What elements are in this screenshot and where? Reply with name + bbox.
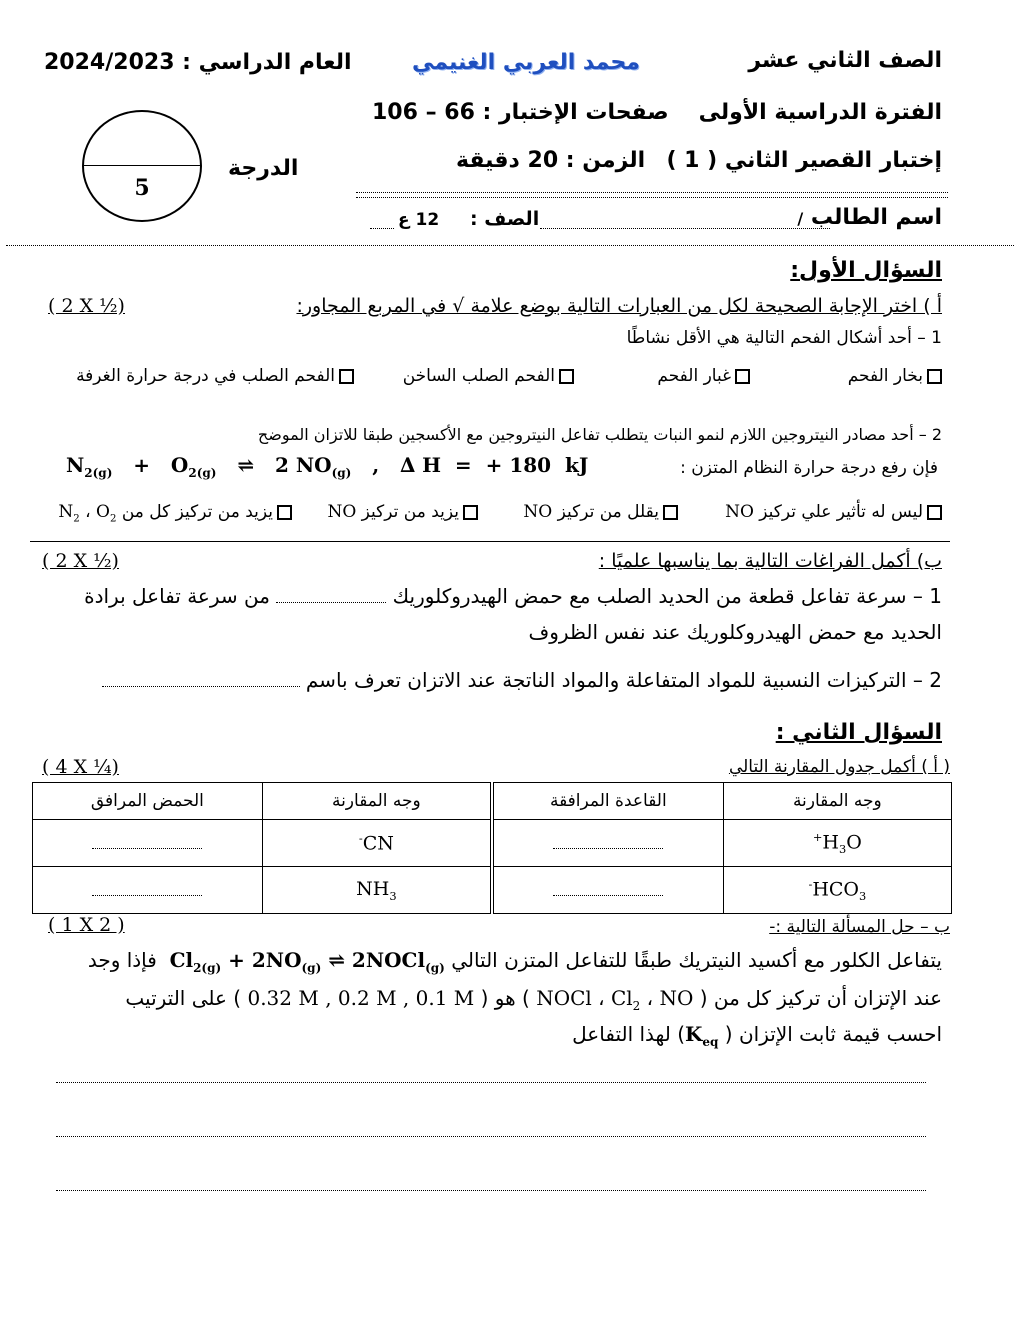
score-value: 5 xyxy=(134,175,150,201)
table-row xyxy=(33,820,952,867)
answer-cell[interactable] xyxy=(492,820,723,867)
school-year: العام الدراسي : 2024/2023 xyxy=(44,50,352,75)
q1-item2-question: فإن رفع درجة حرارة النظام المتزن : xyxy=(680,458,938,478)
table-header: وجه المقارنة xyxy=(723,783,951,820)
table-row xyxy=(33,867,952,914)
checkbox-icon[interactable] xyxy=(927,369,942,384)
checkbox-icon[interactable] xyxy=(339,369,354,384)
checkbox-icon[interactable] xyxy=(927,505,942,520)
q2-problem-line1: يتفاعل الكلور مع أكسيد النيتريك طبقًا للتفاعل المتزن التالي $Cl_{2(g)} + 2NO_{(g)}$ ⇌ 2NOCl$_{(g)}$ فإذا وجد xyxy=(87,948,942,975)
q1-item2-equation: $N_{2(g)} + O_{2(g)}$ ⇌ 2 $NO_{(g)}$ , ∆ H = + 180 kJ xyxy=(66,453,589,480)
q1-item1-text: 1 – أحد أشكال الفحم التالية هي الأقل نشاطًا xyxy=(626,328,942,348)
q1-b2-blank[interactable] xyxy=(102,686,300,687)
student-name-label: اسم الطالب / xyxy=(797,205,942,230)
q1-item1-option-3[interactable]: الفحم الصلب الساخن xyxy=(403,366,574,386)
grade-label: الصف الثاني عشر xyxy=(748,48,942,73)
table-header: وجه المقارنة xyxy=(262,783,492,820)
q1-b1-line1: 1 – سرعة تفاعل قطعة من الحديد الصلب مع حمض الهيدروكلوريك من سرعة تفاعل برادة xyxy=(84,584,942,608)
q2-title: السؤال الثاني : xyxy=(775,720,942,745)
q1-b1-blank[interactable] xyxy=(276,602,386,603)
q2-problem-species: NOCl ، $Cl_2$ ، NO xyxy=(536,986,694,1013)
score-label: الدرجة xyxy=(228,156,299,181)
q2-part-b-marks: ( 1 X 2 ) xyxy=(48,914,125,936)
q1-title: السؤال الأول: xyxy=(790,258,942,283)
answer-cell[interactable] xyxy=(492,867,723,914)
quiz-time: الزمن : 20 دقيقة xyxy=(456,148,646,173)
q1-part-b-instruction: ب) أكمل الفراغات التالية بما يناسبها علميًا : xyxy=(598,550,942,572)
comparison-table xyxy=(32,782,952,914)
quiz-pages: صفحات الإختبار : 66 – 106 xyxy=(372,100,669,125)
score-circle xyxy=(82,110,202,222)
q1-item1-option-4[interactable]: الفحم الصلب في درجة حرارة الغرفة xyxy=(76,366,354,386)
q2-problem-line3: احسب قيمة ثابت الإتزان ( $K_{eq}$) لهذا التفاعل xyxy=(572,1022,942,1049)
term-label: الفترة الدراسية الأولى xyxy=(698,100,942,125)
species-hco3: $HCO_3^-$ xyxy=(723,867,951,914)
table-header-row xyxy=(33,783,952,820)
quiz-title: إختبار القصير الثاني ( 1 ) xyxy=(666,148,942,173)
q1-item2-option-4[interactable]: يزيد من تركيز كل من $N_2$ ، $O_2$ xyxy=(58,502,292,524)
q2-part-a-marks: ( 4 X ¼) xyxy=(42,756,119,778)
q2-problem-line2: عند الإتزان أن تركيز كل من ( NOCl ، $Cl_2$ ، NO ) هو ( 0.32 M , 0.2 M , 0.1 M ) على الترتيب xyxy=(125,986,942,1013)
species-h3o: $H_3O^+$ xyxy=(723,820,951,867)
q1-item1-option-2[interactable]: غبار الفحم xyxy=(657,366,750,386)
checkbox-icon[interactable] xyxy=(559,369,574,384)
checkbox-icon[interactable] xyxy=(463,505,478,520)
checkbox-icon[interactable] xyxy=(663,505,678,520)
q2-part-b-instruction: ب – حل المسألة التالية :- xyxy=(769,917,950,937)
q1-b1-line2: الحديد مع حمض الهيدروكلوريك عند نفس الظروف xyxy=(528,620,942,644)
table-header: القاعدة المرافقة xyxy=(492,783,723,820)
q1-part-a-instruction: أ ) اختر الإجابة الصحيحة لكل من العبارات التالية بوضع علامة √ في المربع المجاور: xyxy=(296,295,942,317)
q1-item2-option-2[interactable]: يقلل من تركيز NO xyxy=(523,502,678,522)
answer-line[interactable] xyxy=(56,1190,926,1191)
q2-part-a-instruction: ( أ ) أكمل جدول المقارنة التالي xyxy=(728,757,950,777)
species-nh3: $NH_3$ xyxy=(262,867,492,914)
teacher-signature: محمد العربي الغنيمي xyxy=(412,50,640,75)
class-label: الصف : xyxy=(470,208,540,230)
checkbox-icon[interactable] xyxy=(735,369,750,384)
q1-b2-line: 2 – التركيزات النسبية للمواد المتفاعلة والمواد الناتجة عند الاتزان تعرف باسم xyxy=(102,668,942,692)
q1-item1-option-1[interactable]: بخار الفحم xyxy=(848,366,942,386)
q1-item2-text: 2 – أحد مصادر النيتروجين اللازم لنمو النبات يتطلب تفاعل النيتروجين مع الأكسجين طبقا للاتزان الموضح xyxy=(257,425,942,444)
q2-problem-equation: $Cl_{2(g)} + 2NO_{(g)}$ ⇌ 2NOCl$_{(g)}$ xyxy=(169,948,445,975)
checkbox-icon[interactable] xyxy=(277,505,292,520)
class-value: 12 ع xyxy=(398,210,440,230)
q1-part-b-marks: ( 2 X ½) xyxy=(42,550,119,572)
q1-item2-option-3[interactable]: يزيد من تركيز NO xyxy=(327,502,478,522)
answer-cell[interactable] xyxy=(33,820,263,867)
table-header: الحمض المرافق xyxy=(33,783,263,820)
q1-item2-option-1[interactable]: ليس له تأثير علي تركيز NO xyxy=(725,502,942,522)
student-name-field[interactable] xyxy=(540,228,830,229)
answer-cell[interactable] xyxy=(33,867,263,914)
answer-line[interactable] xyxy=(56,1082,926,1083)
species-cn: CN- xyxy=(262,820,492,867)
section-divider xyxy=(30,541,950,542)
q1-part-a-marks: ( 2 X ½) xyxy=(48,295,125,317)
answer-line[interactable] xyxy=(56,1136,926,1137)
